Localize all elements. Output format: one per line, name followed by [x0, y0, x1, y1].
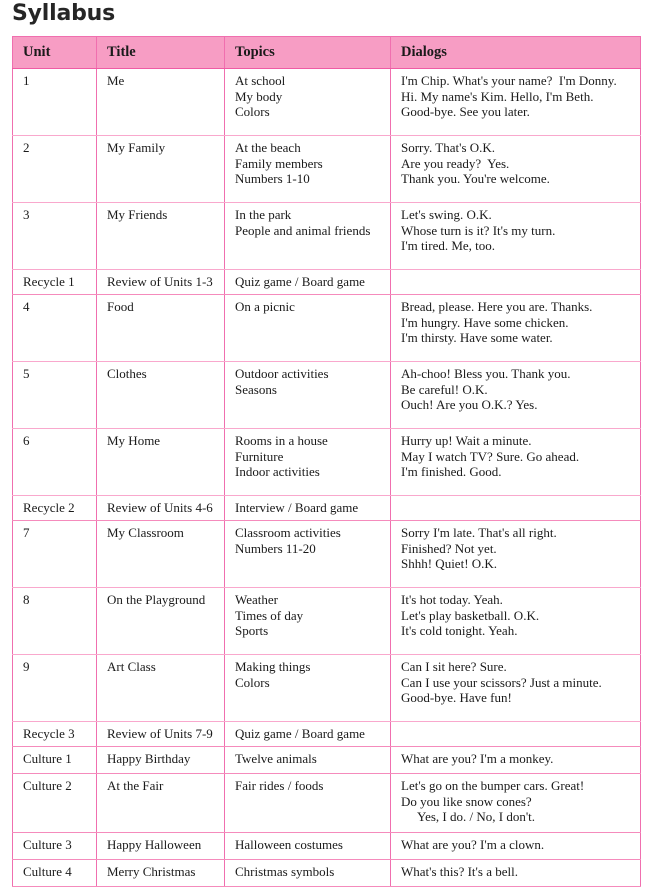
cell-dialogs: [391, 521, 641, 588]
cell-topics: [225, 203, 391, 270]
cell-line: My body: [235, 88, 283, 104]
cell-topics: [225, 295, 391, 362]
cell-line: I'm thirsty. Have some water.: [401, 330, 553, 346]
cell-line: Furniture: [235, 448, 284, 464]
cell-title: Review of Units 7-9: [97, 722, 225, 747]
table-row: [13, 774, 641, 833]
cell-line: Colors: [235, 674, 270, 690]
cell-title: Art Class: [97, 655, 225, 722]
cell-title: At the Fair: [97, 774, 225, 833]
cell-line: Seasons: [235, 381, 277, 397]
cell-unit: Culture 1: [13, 747, 97, 774]
cell-unit: 3: [13, 203, 97, 270]
cell-topics: [225, 655, 391, 722]
syllabus-table-container: [12, 36, 640, 887]
cell-line: At the beach: [235, 140, 301, 155]
cell-line: Making things: [235, 659, 311, 674]
cell-dialogs: [391, 203, 641, 270]
cell-line: Yes, I do. / No, I don't.: [417, 809, 536, 825]
cell-topics: [225, 588, 391, 655]
cell-line: In the park: [235, 207, 292, 222]
cell-topics: [225, 521, 391, 588]
cell-line: Fair rides / foods: [235, 778, 324, 793]
cell-line: Bread, please. Here you are. Thanks.: [401, 299, 593, 314]
cell-line: Outdoor activities: [235, 366, 329, 381]
cell-line: What are you? I'm a clown.: [401, 837, 545, 852]
cell-line: Are you ready? Yes.: [401, 155, 510, 171]
cell-unit: Culture 4: [13, 860, 97, 887]
cell-line: Shhh! Quiet! O.K.: [401, 556, 498, 572]
cell-topics: [225, 362, 391, 429]
cell-dialogs: [391, 655, 641, 722]
cell-line: Be careful! O.K.: [401, 381, 488, 397]
table-row: [13, 860, 641, 887]
cell-line: At school: [235, 73, 286, 88]
cell-line: Let's swing. O.K.: [401, 207, 492, 222]
cell-dialogs: [391, 774, 641, 833]
cell-line: On a picnic: [235, 299, 295, 314]
cell-unit: 6: [13, 429, 97, 496]
cell-line: Halloween costumes: [235, 837, 343, 852]
cell-unit: 1: [13, 69, 97, 136]
cell-line: Let's go on the bumper cars. Great!: [401, 778, 585, 793]
cell-unit: 9: [13, 655, 97, 722]
cell-title: Me: [97, 69, 225, 136]
cell-title: On the Playground: [97, 588, 225, 655]
column-header-unit: Unit: [13, 37, 97, 69]
cell-unit: 2: [13, 136, 97, 203]
cell-line: Family members: [235, 155, 323, 171]
table-row: [13, 655, 641, 722]
cell-topics: [225, 722, 391, 747]
cell-dialogs: [391, 429, 641, 496]
cell-line: Hi. My name's Kim. Hello, I'm Beth.: [401, 88, 594, 104]
column-header-dialogs: Dialogs: [391, 37, 641, 69]
cell-line: Let's play basketball. O.K.: [401, 607, 540, 623]
cell-line: Hurry up! Wait a minute.: [401, 433, 532, 448]
cell-line: I'm tired. Me, too.: [401, 238, 496, 254]
table-row: [13, 295, 641, 362]
cell-line: Ah-choo! Bless you. Thank you.: [401, 366, 571, 381]
cell-unit: Recycle 1: [13, 270, 97, 295]
cell-line: Can I use your scissors? Just a minute.: [401, 674, 602, 690]
table-row: [13, 362, 641, 429]
table-header: [13, 37, 641, 69]
syllabus-table: [12, 36, 641, 887]
cell-title: Clothes: [97, 362, 225, 429]
cell-line: Weather: [235, 592, 278, 607]
header-row: [13, 37, 641, 69]
cell-topics: [225, 69, 391, 136]
cell-line: Numbers 1-10: [235, 171, 310, 187]
cell-title: My Friends: [97, 203, 225, 270]
cell-title: Review of Units 4-6: [97, 496, 225, 521]
cell-line: Numbers 11-20: [235, 540, 316, 556]
table-row: [13, 833, 641, 860]
page-title: Syllabus: [12, 1, 116, 26]
cell-unit: 8: [13, 588, 97, 655]
cell-topics: [225, 774, 391, 833]
cell-topics: [225, 860, 391, 887]
cell-line: Good-bye. See you later.: [401, 104, 530, 120]
cell-topics: [225, 429, 391, 496]
table-row: [13, 270, 641, 295]
cell-line: Interview / Board game: [235, 500, 359, 515]
cell-unit: Culture 3: [13, 833, 97, 860]
cell-dialogs: [391, 860, 641, 887]
cell-line: What are you? I'm a monkey.: [401, 751, 554, 766]
cell-title: My Family: [97, 136, 225, 203]
cell-line: Ouch! Are you O.K.? Yes.: [401, 397, 538, 413]
cell-line: Twelve animals: [235, 751, 317, 766]
cell-dialogs: [391, 588, 641, 655]
cell-line: Classroom activities: [235, 525, 341, 540]
cell-title: My Home: [97, 429, 225, 496]
cell-topics: [225, 833, 391, 860]
cell-line: What's this? It's a bell.: [401, 864, 518, 879]
cell-line: Rooms in a house: [235, 433, 328, 448]
cell-line: I'm finished. Good.: [401, 464, 502, 480]
cell-unit: 7: [13, 521, 97, 588]
cell-line: Sorry I'm late. That's all right.: [401, 525, 557, 540]
cell-unit: Recycle 2: [13, 496, 97, 521]
column-header-topics: Topics: [225, 37, 391, 69]
cell-topics: [225, 270, 391, 295]
cell-title: Happy Halloween: [97, 833, 225, 860]
table-row: [13, 136, 641, 203]
cell-line: Colors: [235, 104, 270, 120]
cell-topics: [225, 496, 391, 521]
cell-title: Merry Christmas: [97, 860, 225, 887]
cell-line: I'm hungry. Have some chicken.: [401, 314, 569, 330]
table-row: [13, 429, 641, 496]
cell-unit: Culture 2: [13, 774, 97, 833]
cell-dialogs: [391, 722, 641, 747]
table-row: [13, 747, 641, 774]
cell-line: Sorry. That's O.K.: [401, 140, 496, 155]
table-row: [13, 521, 641, 588]
cell-topics: [225, 747, 391, 774]
table-row: [13, 496, 641, 521]
cell-dialogs: [391, 362, 641, 429]
cell-line: Quiz game / Board game: [235, 726, 365, 741]
cell-title: Review of Units 1-3: [97, 270, 225, 295]
cell-line: Sports: [235, 623, 269, 639]
cell-unit: 4: [13, 295, 97, 362]
table-row: [13, 69, 641, 136]
cell-line: Quiz game / Board game: [235, 274, 365, 289]
cell-dialogs: [391, 136, 641, 203]
cell-dialogs: [391, 69, 641, 136]
cell-dialogs: [391, 295, 641, 362]
cell-line: Christmas symbols: [235, 864, 335, 879]
table-row: [13, 203, 641, 270]
cell-title: Food: [97, 295, 225, 362]
cell-line: Do you like snow cones?: [401, 793, 532, 809]
cell-line: May I watch TV? Sure. Go ahead.: [401, 448, 580, 464]
cell-dialogs: [391, 270, 641, 295]
table-row: [13, 588, 641, 655]
cell-topics: [225, 136, 391, 203]
cell-unit: Recycle 3: [13, 722, 97, 747]
cell-line: Indoor activities: [235, 464, 320, 480]
cell-dialogs: [391, 833, 641, 860]
table-body: [13, 69, 641, 887]
cell-line: It's hot today. Yeah.: [401, 592, 503, 607]
cell-dialogs: [391, 496, 641, 521]
cell-title: Happy Birthday: [97, 747, 225, 774]
cell-line: Thank you. You're welcome.: [401, 171, 550, 187]
cell-line: Can I sit here? Sure.: [401, 659, 507, 674]
table-row: [13, 722, 641, 747]
cell-line: Finished? Not yet.: [401, 540, 497, 556]
cell-unit: 5: [13, 362, 97, 429]
cell-line: I'm Chip. What's your name? I'm Donny.: [401, 73, 617, 88]
cell-line: People and animal friends: [235, 222, 371, 238]
cell-title: My Classroom: [97, 521, 225, 588]
cell-line: Times of day: [235, 607, 304, 623]
cell-line: It's cold tonight. Yeah.: [401, 623, 518, 639]
cell-line: Good-bye. Have fun!: [401, 690, 512, 706]
cell-dialogs: [391, 747, 641, 774]
column-header-title: Title: [97, 37, 225, 69]
cell-line: Whose turn is it? It's my turn.: [401, 222, 556, 238]
